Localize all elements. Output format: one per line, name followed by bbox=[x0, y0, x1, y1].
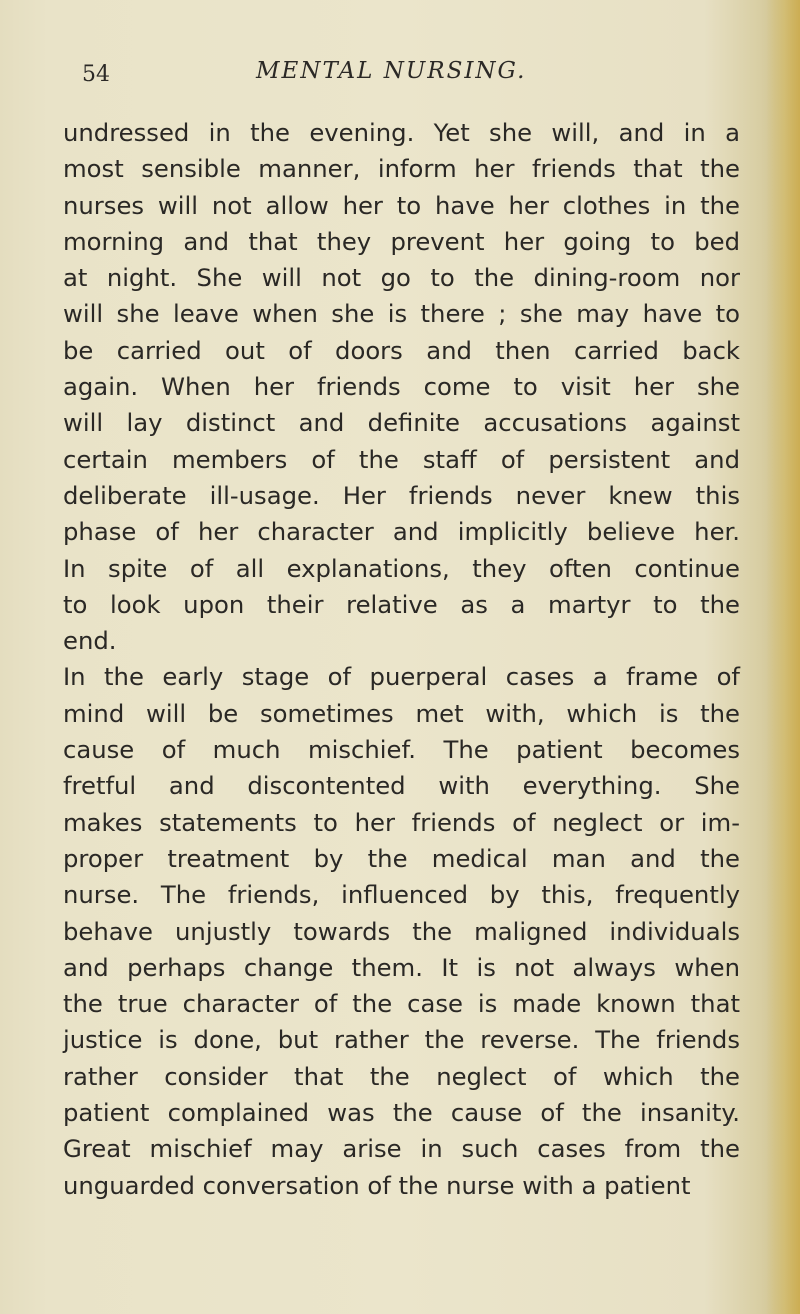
text-line: mind will be sometimes met with, which is the bbox=[63, 698, 740, 728]
text-line: rather consider that the neglect of which the bbox=[63, 1061, 740, 1091]
text-line: be carried out of doors and then carried back bbox=[63, 335, 740, 365]
paragraph-end-line: end. bbox=[63, 626, 117, 656]
text-line: morning and that they prevent her going to bed bbox=[63, 226, 740, 256]
text-line: the true character of the case is made known that bbox=[63, 989, 740, 1019]
text-line: most sensible manner, inform her friends that the bbox=[63, 154, 740, 184]
text-line: again. When her friends come to visit her she bbox=[63, 372, 740, 402]
text-line: cause of much mischief. The patient becomes bbox=[63, 735, 740, 765]
running-header bbox=[82, 58, 782, 94]
text-line: unguarded conversation of the nurse with a patient bbox=[63, 1170, 691, 1200]
text-line: Great mischief may arise in such cases from the bbox=[63, 1134, 740, 1164]
text-line: deliberate ill-usage. Her friends never knew this bbox=[63, 480, 740, 510]
text-line: patient complained was the cause of the insanity. bbox=[63, 1098, 740, 1128]
page-edge-shading bbox=[766, 0, 800, 1314]
text-line: certain members of the staff of persistent and bbox=[63, 444, 740, 474]
text-line: to look upon their relative as a martyr to the bbox=[63, 589, 740, 619]
text-line: nurse. The friends, influenced by this, frequently bbox=[63, 880, 740, 910]
text-line: and perhaps change them. It is not always when bbox=[63, 952, 740, 982]
body-text bbox=[63, 115, 740, 1204]
text-line: phase of her character and implicitly believe her. bbox=[63, 517, 740, 547]
text-line: In the early stage of puerperal cases a frame of bbox=[63, 662, 740, 692]
text-line: fretful and discontented with everything. She bbox=[63, 771, 740, 801]
text-line: at night. She will not go to the dining-room nor bbox=[63, 263, 740, 293]
running-title: MENTAL NURSING. bbox=[256, 58, 527, 84]
text-line: will lay distinct and definite accusations against bbox=[63, 408, 740, 438]
text-line: proper treatment by the medical man and the bbox=[63, 843, 740, 873]
text-line: justice is done, but rather the reverse. The friends bbox=[63, 1025, 740, 1055]
text-line: will she leave when she is there ; she may have to bbox=[63, 299, 740, 329]
text-line: In spite of all explanations, they often continue bbox=[63, 553, 740, 583]
text-line: makes statements to her friends of neglect or im- bbox=[63, 807, 740, 837]
text-line: behave unjustly towards the maligned individuals bbox=[63, 916, 740, 946]
text-line: nurses will not allow her to have her clothes in the bbox=[63, 190, 740, 220]
page-number: 54 bbox=[82, 62, 110, 87]
text-line: undressed in the evening. Yet she will, and in a bbox=[63, 118, 740, 147]
